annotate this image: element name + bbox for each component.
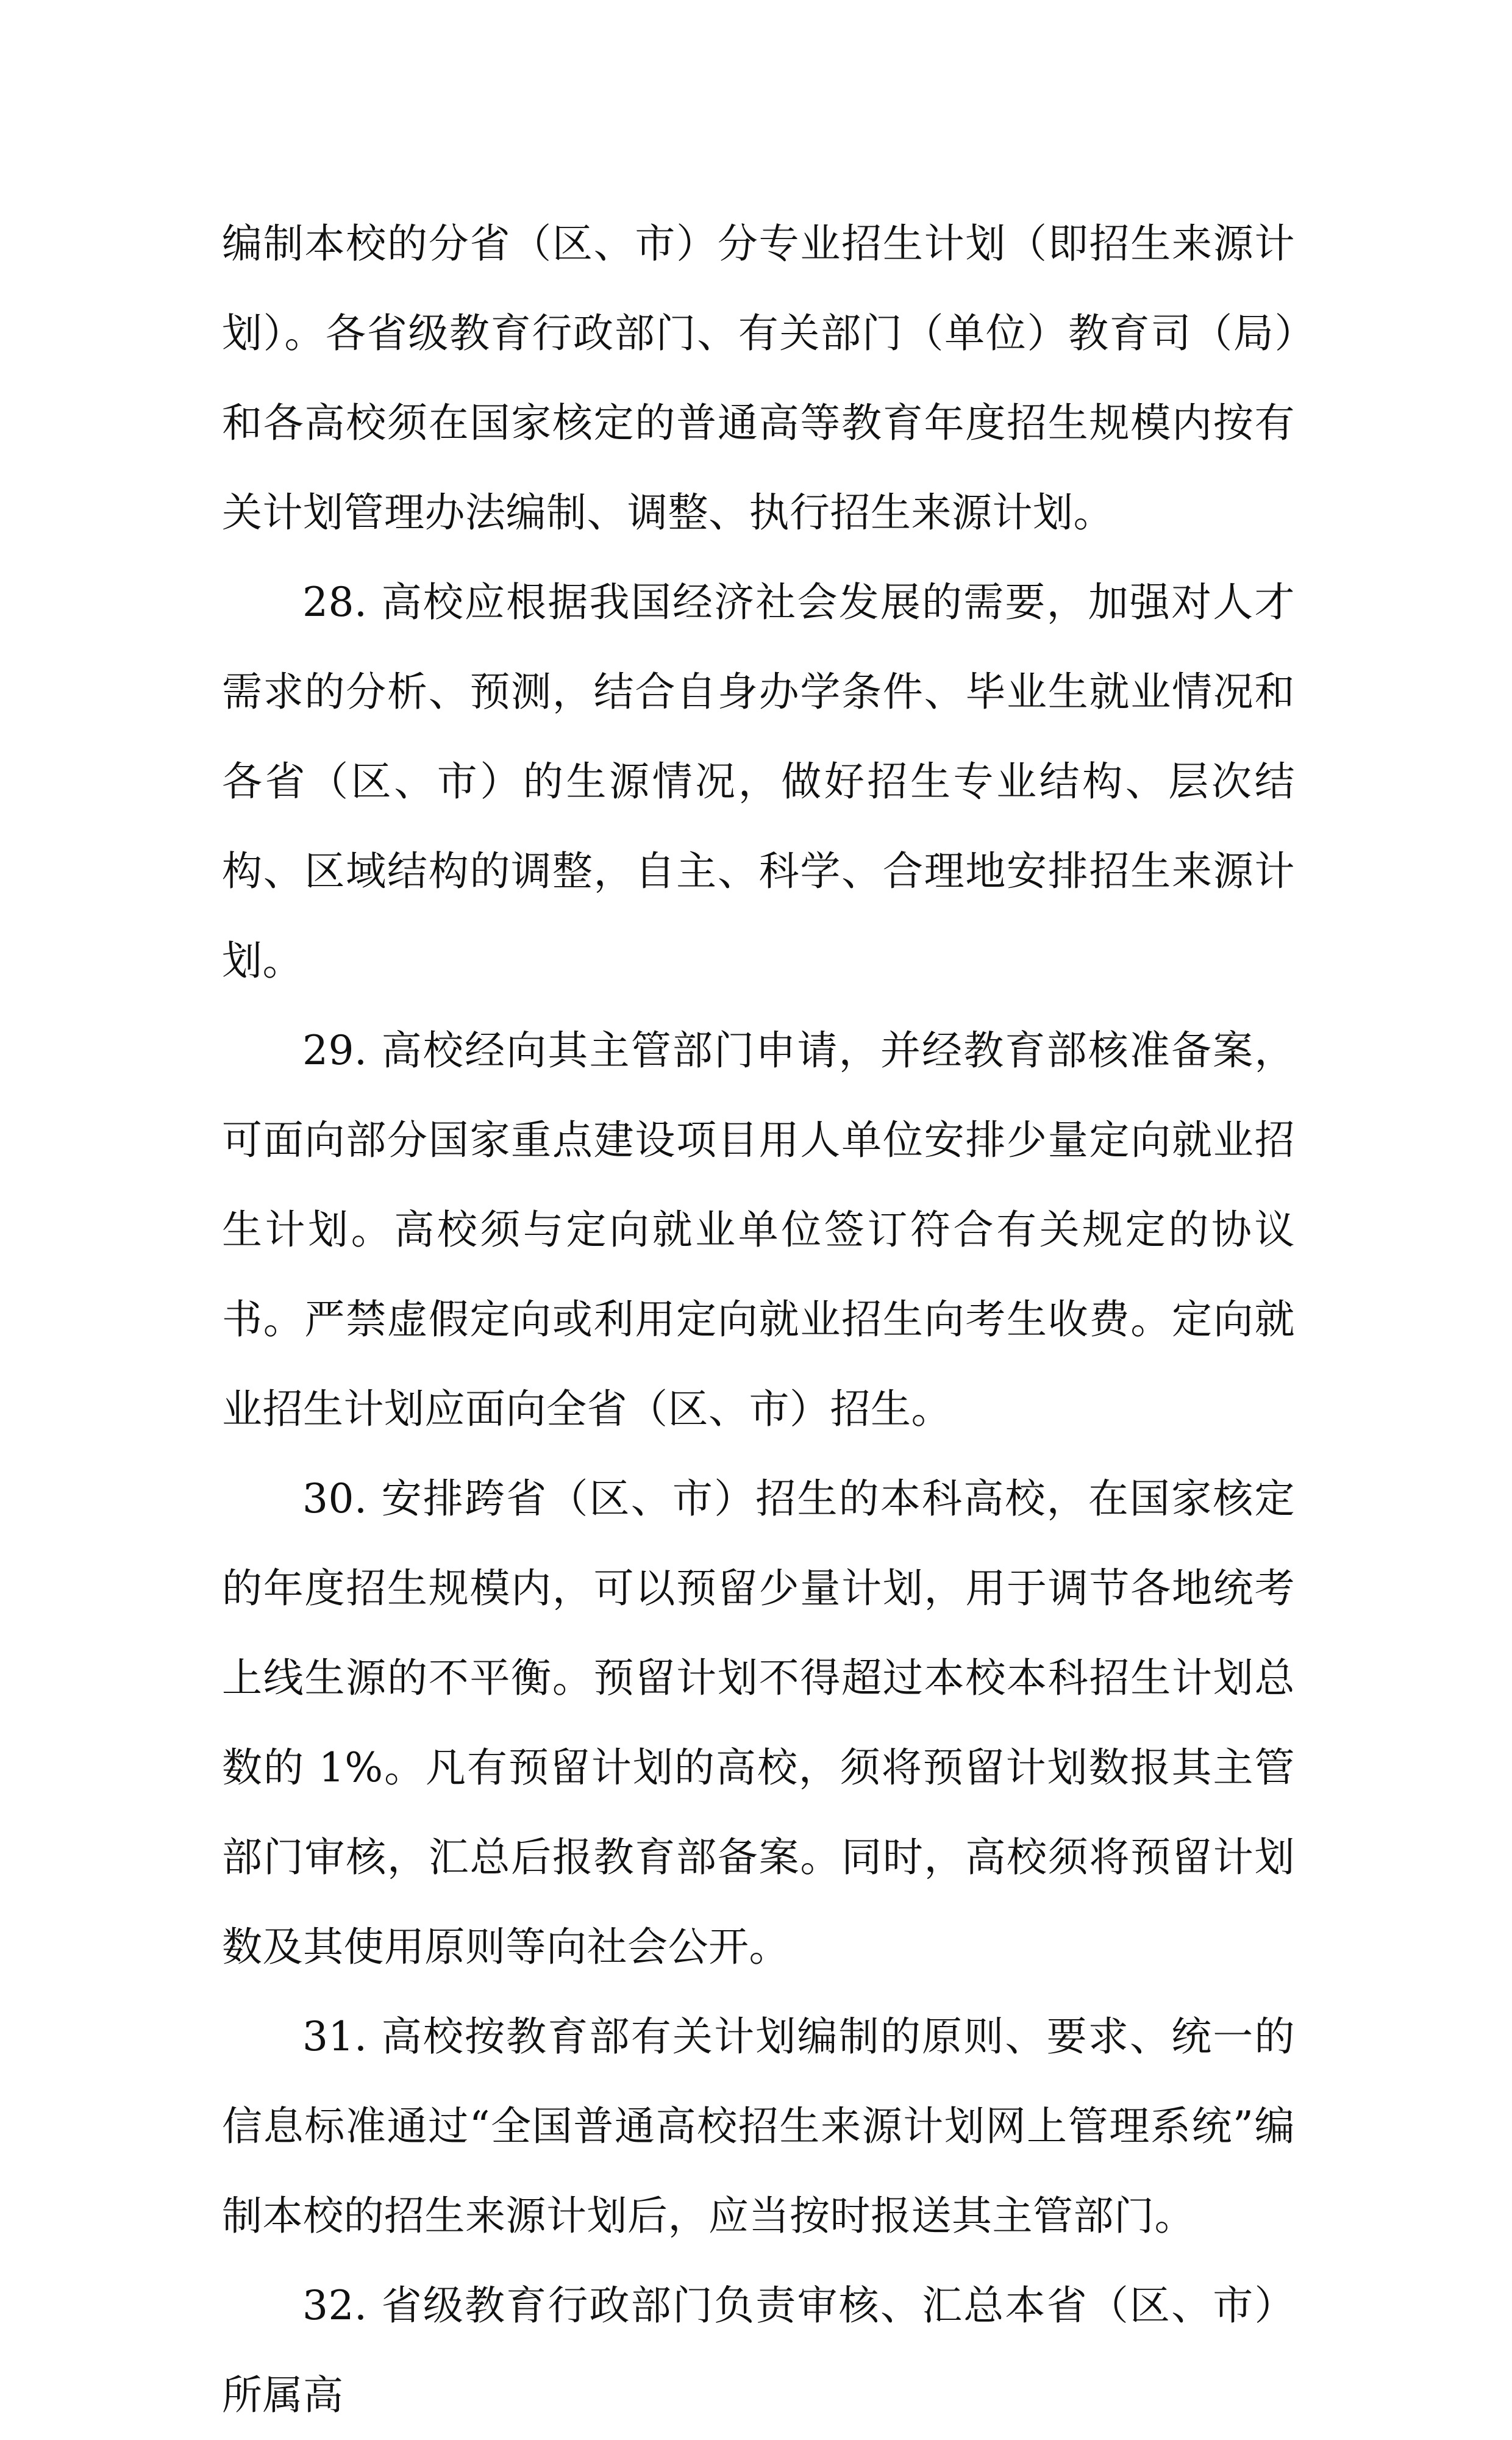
document-body bbox=[222, 199, 1295, 2440]
paragraph-31: 31. 高校按教育部有关计划编制的原则、要求、统一的信息标准通过“全国普通高校招生来源计划网上管理系统”编制本校的招生来源计划后，应当按时报送其主管部门。 bbox=[222, 2013, 1295, 2239]
paragraph-28: 28. 高校应根据我国经济社会发展的需要，加强对人才需求的分析、预测，结合自身办学条件、毕业生就业情况和各省（区、市）的生源情况，做好招生专业结构、层次结构、区域结构的调整，自主、科学、合理地安排招生来源计划。 bbox=[222, 579, 1295, 984]
paragraph-continuation: 编制本校的分省（区、市）分专业招生计划（即招生来源计划）。各省级教育行政部门、有关部门（单位）教育司（局）和各高校须在国家核定的普通高等教育年度招生规模内按有关计划管理办法编制、调整、执行招生来源计划。 bbox=[222, 220, 1295, 536]
paragraph-32: 32. 省级教育行政部门负责审核、汇总本省（区、市）所属高 bbox=[222, 2282, 1295, 2419]
paragraph-30: 30. 安排跨省（区、市）招生的本科高校，在国家核定的年度招生规模内，可以预留少量计划，用于调节各地统考上线生源的不平衡。预留计划不得超过本校本科招生计划总数的 1%。凡有预留计划的高校，须将预留计划数报其主管部门审核，汇总后报教育部备案。同时，高校须将预留计划数及其使用原则等向社会公开。 bbox=[222, 1475, 1295, 1970]
paragraph-29: 29. 高校经向其主管部门申请，并经教育部核准备案，可面向部分国家重点建设项目用人单位安排少量定向就业招生计划。高校须与定向就业单位签订符合有关规定的协议书。严禁虚假定向或利用定向就业招生向考生收费。定向就业招生计划应面向全省（区、市）招生。 bbox=[222, 1027, 1295, 1433]
